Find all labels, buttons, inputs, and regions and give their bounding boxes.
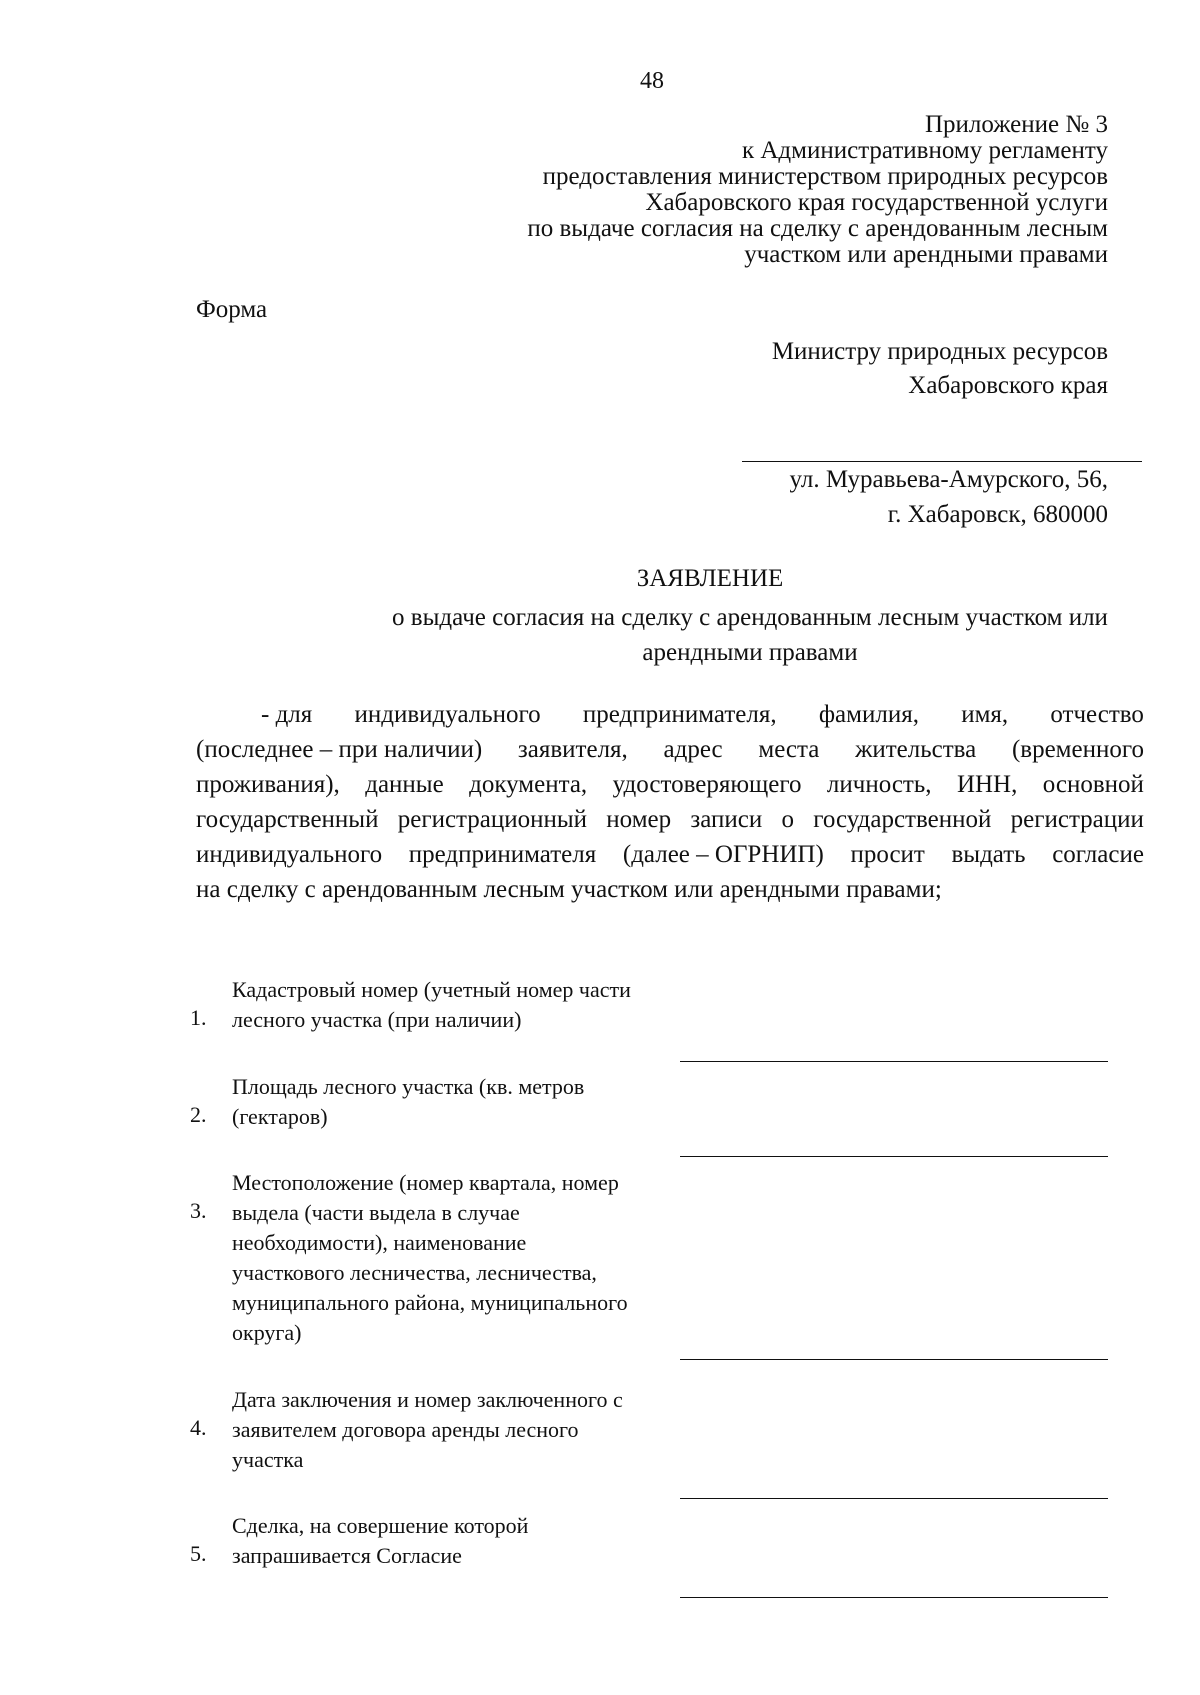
field-blank-line[interactable]	[680, 1061, 1108, 1062]
subtitle-line: арендными правами	[642, 639, 858, 666]
body-word: согласие	[1052, 841, 1144, 868]
field-number: 1.	[190, 1005, 207, 1030]
appendix-line: Хабаровского края государственной услуги	[645, 189, 1108, 216]
addressee-line: Хабаровского края	[908, 372, 1108, 399]
body-word: государственной	[813, 806, 992, 833]
address-line: г. Хабаровск, 680000	[887, 501, 1108, 528]
field-label	[232, 1511, 682, 1571]
addressee-line: Министру природных ресурсов	[771, 338, 1108, 365]
body-word: удостоверяющего	[612, 771, 802, 798]
field-label-line: округа)	[232, 1320, 302, 1345]
body-word: регистрационный	[397, 806, 588, 833]
body-word: отчество	[1050, 701, 1144, 728]
field-label-line: Кадастровый номер (учетный номер части	[232, 977, 631, 1002]
address-line: ул. Муравьева-Амурского, 56,	[789, 466, 1108, 493]
body-word: государственный	[196, 806, 379, 833]
field-label-line: участкового лесничества, лесничества,	[232, 1260, 597, 1285]
body-word: данные	[365, 771, 444, 798]
field-number: 4.	[190, 1415, 207, 1440]
body-word: индивидуального	[196, 841, 383, 868]
body-word: индивидуального	[354, 701, 541, 728]
subtitle-line: о выдаче согласия на сделку с арендованным лесным участком или	[392, 604, 1108, 631]
body-word: фамилия,	[818, 701, 919, 728]
field-number: 2.	[190, 1102, 207, 1127]
field-label-line: лесного участка (при наличии)	[232, 1007, 522, 1032]
field-label-line: Местоположение (номер квартала, номер	[232, 1170, 619, 1195]
body-word: жительства	[855, 736, 977, 763]
body-line	[196, 767, 1144, 802]
body-line	[196, 732, 1144, 767]
field-blank-line[interactable]	[680, 1359, 1108, 1360]
field-label	[232, 975, 682, 1035]
body-word: просит	[850, 841, 925, 868]
field-label	[232, 1072, 682, 1132]
body-word: заявителя,	[517, 736, 628, 763]
body-word: основной	[1042, 771, 1144, 798]
body-word: места	[758, 736, 820, 763]
body-line	[196, 837, 1144, 872]
body-word: проживания),	[196, 771, 340, 798]
field-label-line: Дата заключения и номер заключенного с	[232, 1387, 623, 1412]
body-word: документа,	[469, 771, 588, 798]
field-label	[232, 1385, 682, 1475]
body-word: имя,	[961, 701, 1009, 728]
appendix-line: к Административному регламенту	[741, 137, 1108, 164]
field-label-line: Площадь лесного участка (кв. метров	[232, 1074, 585, 1099]
field-label-line: необходимости), наименование	[232, 1230, 527, 1255]
field-label-line: заявителем договора аренды лесного	[232, 1417, 579, 1442]
field-label-line: Сделка, на совершение которой	[232, 1513, 529, 1538]
appendix-line: участком или арендными правами	[744, 241, 1108, 268]
document-title: ЗАЯВЛЕНИЕ	[636, 565, 784, 592]
field-number: 5.	[190, 1541, 207, 1566]
appendix-line: предоставления министерством природных ресурсов	[542, 163, 1108, 190]
body-word: - для	[261, 701, 313, 728]
field-blank-line[interactable]	[680, 1156, 1108, 1157]
addressee-block	[508, 335, 1108, 403]
field-label-line: запрашивается Согласие	[232, 1543, 462, 1568]
body-word: (последнее – при наличии)	[196, 736, 483, 763]
page-number: 48	[640, 68, 664, 94]
body-word: (временного	[1011, 736, 1144, 763]
body-word: личность,	[826, 771, 932, 798]
body-word: предпринимателя,	[582, 701, 777, 728]
body-word: (далее – ОГРНИП)	[622, 841, 824, 868]
field-label-line: выдела (части выдела в случае	[232, 1200, 520, 1225]
body-word: на сделку с арендованным лесным участком или арендными правами;	[196, 876, 942, 903]
appendix-line: Приложение № 3	[924, 111, 1108, 138]
body-word: о	[781, 806, 794, 833]
document-subtitle	[250, 600, 1200, 670]
body-word: записи	[690, 806, 763, 833]
field-blank-line[interactable]	[680, 1597, 1108, 1598]
field-blank-line[interactable]	[680, 1498, 1108, 1499]
field-label	[232, 1168, 682, 1348]
body-paragraph	[196, 697, 1144, 907]
address-block	[508, 462, 1108, 532]
body-word: ИНН,	[956, 771, 1018, 798]
body-word: номер	[606, 806, 672, 833]
body-word: адрес	[663, 736, 723, 763]
body-line	[196, 697, 1144, 732]
field-label-line: муниципального района, муниципального	[232, 1290, 628, 1315]
body-line	[196, 802, 1144, 837]
field-number: 3.	[190, 1198, 207, 1223]
body-line	[196, 872, 1144, 907]
body-word: выдать	[951, 841, 1026, 868]
appendix-line: по выдаче согласия на сделку с арендованным лесным	[527, 215, 1108, 242]
field-label-line: (гектаров)	[232, 1104, 328, 1129]
form-label: Форма	[196, 296, 268, 323]
appendix-header	[348, 112, 1108, 268]
body-word: предпринимателя	[408, 841, 597, 868]
body-word: регистрации	[1010, 806, 1144, 833]
field-label-line: участка	[232, 1447, 304, 1472]
